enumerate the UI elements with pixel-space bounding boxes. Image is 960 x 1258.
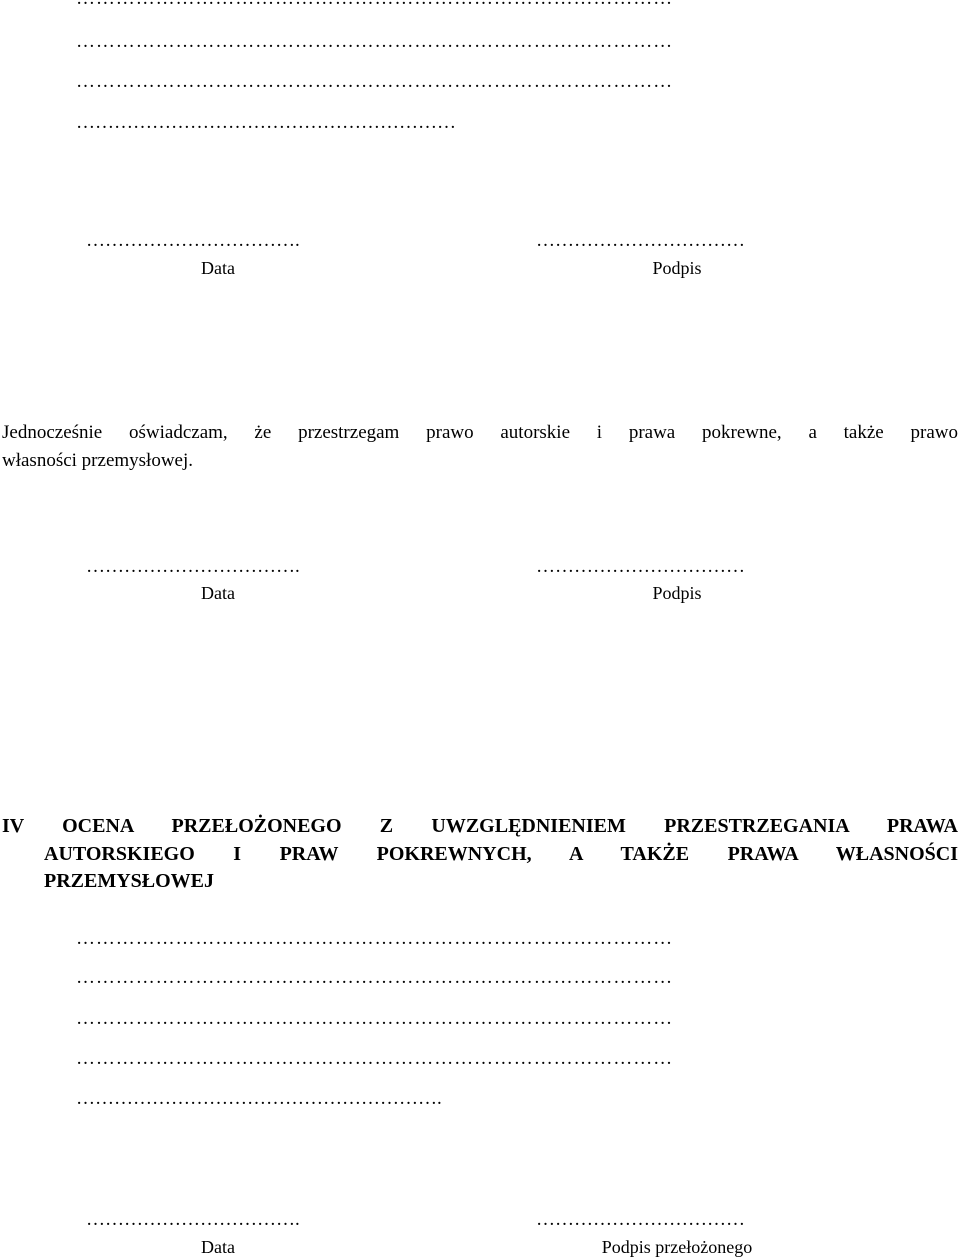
- dotted-line: ………………………………………………………………………………: [76, 31, 673, 52]
- dotted-line: ………………………………………………….: [76, 1088, 442, 1109]
- date-label: Data: [201, 258, 235, 278]
- date-label: Data: [201, 1237, 235, 1257]
- dotted-line: ………………………………………………………………………………: [76, 71, 673, 92]
- date-dots: …………………………….: [86, 556, 300, 577]
- dotted-line: [76, 0, 956, 10]
- dotted-line: ……………………………………………………: [76, 112, 456, 133]
- date-dots: …………………………….: [86, 1209, 300, 1230]
- dotted-line: ………………………………………………………………………………: [76, 928, 673, 949]
- declaration-line-2: własności przemysłowej.: [2, 450, 194, 471]
- dotted-line: ………………………………………………………………………………: [76, 1008, 673, 1029]
- supervisor-signature-label: Podpis przełożonego: [601, 1237, 753, 1257]
- date-label: Data: [201, 583, 235, 603]
- dotted-line: ………………………………………………………………………………: [76, 967, 673, 988]
- signature-label: Podpis: [652, 258, 702, 278]
- signature-dots: ……………………………: [536, 230, 745, 251]
- signature-dots: ……………………………: [536, 556, 745, 577]
- date-dots: …………………………….: [86, 230, 300, 251]
- section-heading-line-2: AUTORSKIEGO I PRAW POKREWNYCH, A TAKŻE PRAWA WŁASNOŚCI: [44, 843, 958, 865]
- signature-dots: ……………………………: [536, 1209, 745, 1230]
- section-heading-line-3: PRZEMYSŁOWEJ: [44, 870, 215, 892]
- dotted-line: ………………………………………………………………………………: [76, 1048, 673, 1069]
- signature-label: Podpis: [652, 583, 702, 603]
- section-heading-line-1: IV OCENA PRZEŁOŻONEGO Z UWZGLĘDNIENIEM PRZESTRZEGANIA PRAWA: [2, 815, 958, 837]
- declaration-line-1: Jednocześnie oświadczam, że przestrzegam prawo autorskie i prawa pokrewne, a także prawo: [2, 422, 958, 443]
